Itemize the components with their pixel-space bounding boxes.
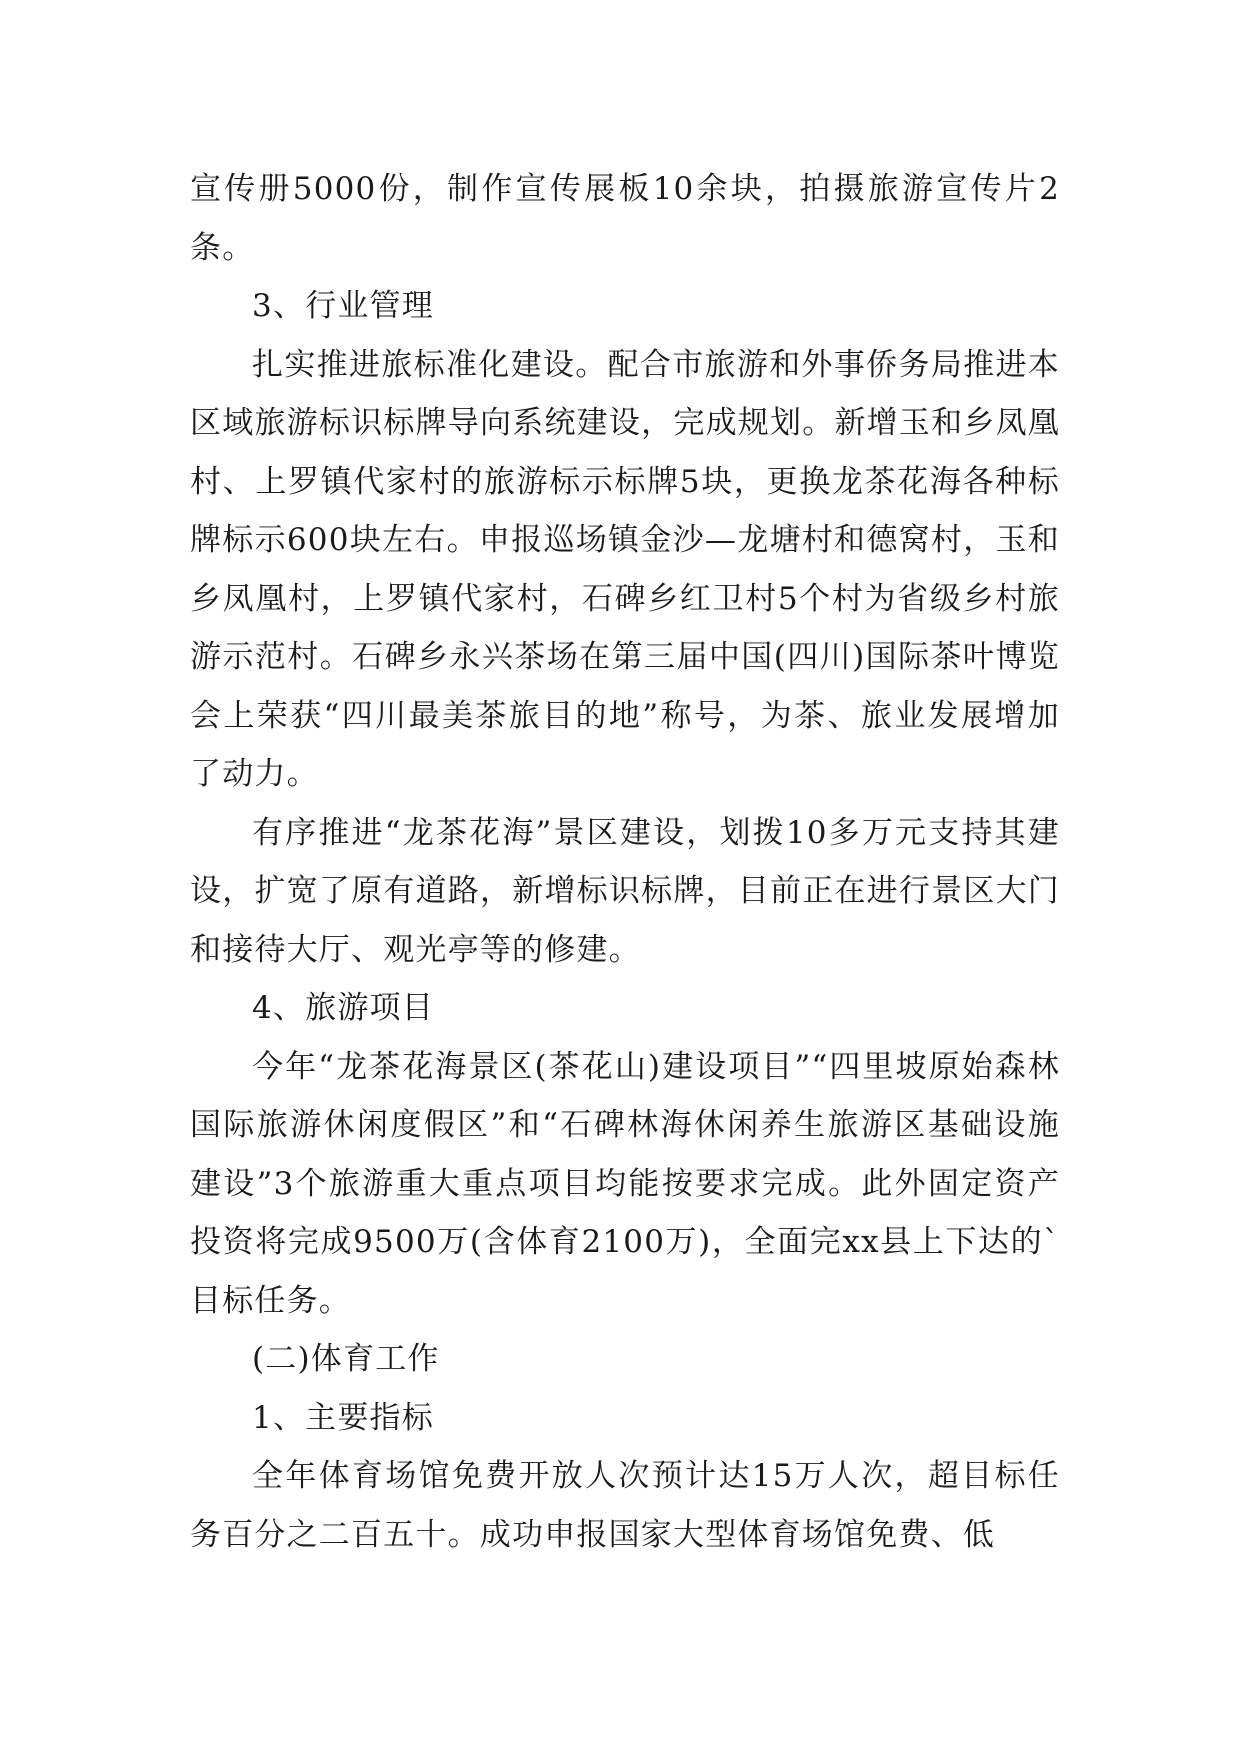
paragraph-standardization: 扎实推进旅标准化建设。配合市旅游和外事侨务局推进本区域旅游标识标牌导向系统建设，完成规划。新增玉和乡凤凰村、上罗镇代家村的旅游标示标牌5块，更换龙茶花海各种标牌标示600块左右。申报巡场镇金沙—龙塘村和德窝村，玉和乡凤凰村，上罗镇代家村，石碑乡红卫村5个村为省级乡村旅游示范村。石碑乡永兴茶场在第三届中国(四川)国际茶叶博览会上荣获“四川最美茶旅目的地”称号，为茶、旅业发展增加了动力。 (190, 346, 1060, 792)
heading-tourism-projects: 4、旅游项目 (252, 990, 434, 1026)
paragraph-brochure-continuation: 宣传册5000份，制作宣传展板10余块，拍摄旅游宣传片2条。 (190, 171, 1060, 266)
document-body (190, 160, 1060, 1564)
paragraph-tourism-projects: 今年“龙茶花海景区(茶花山)建设项目”“四里坡原始森林国际旅游休闲度假区”和“石碑林海休闲养生旅游区基础设施建设”3个旅游重大重点项目均能按要求完成。此外固定资产投资将完成9500万(含体育2100万)，全面完xx县上下达的`目标任务。 (190, 1048, 1060, 1319)
heading-main-indicators: 1、主要指标 (252, 1399, 434, 1436)
paragraph-main-indicators: 全年体育场馆免费开放人次预计达15万人次，超目标任务百分之二百五十。成功申报国家大型体育场馆免费、低 (190, 1458, 1060, 1553)
paragraph-scenic-area-construction: 有序推进“龙茶花海”景区建设，划拨10多万元支持其建设，扩宽了原有道路，新增标识标牌，目前正在进行景区大门和接待大厅、观光亭等的修建。 (190, 814, 1060, 968)
heading-industry-management: 3、行业管理 (252, 288, 434, 324)
heading-sports-work: (二)体育工作 (252, 1341, 440, 1377)
